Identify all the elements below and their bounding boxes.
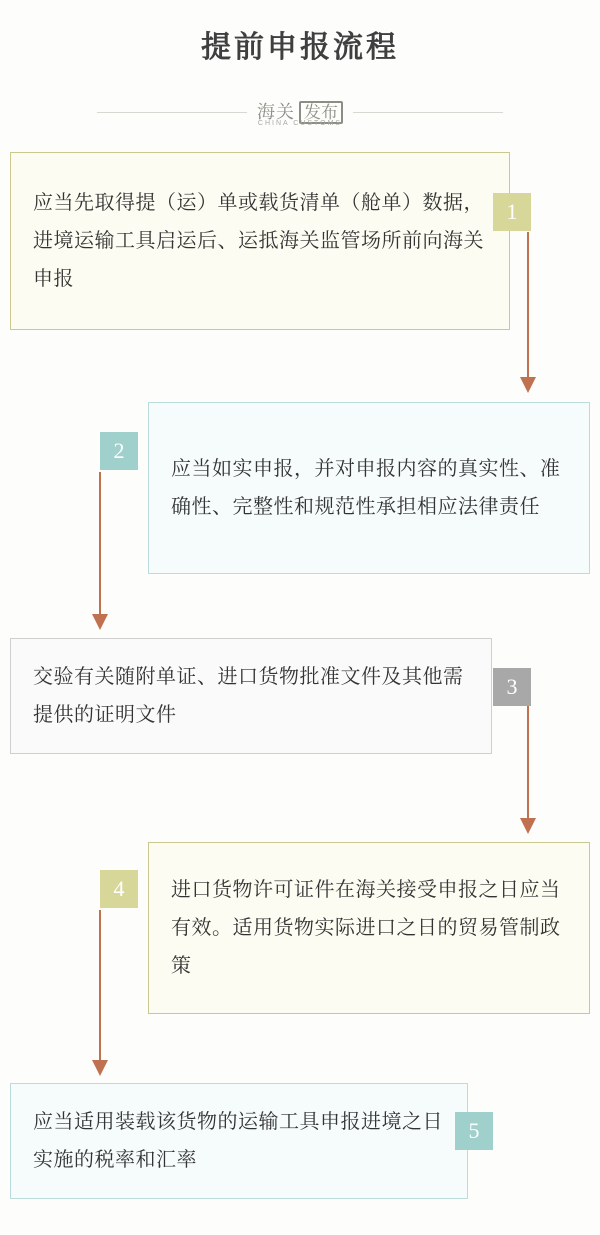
flow-step-3-text: 交验有关随附单证、进口货物批准文件及其他需提供的证明文件 bbox=[33, 666, 464, 726]
flow-step-2-number: 2 bbox=[100, 432, 138, 470]
divider-left bbox=[97, 112, 247, 113]
brand-name-cn: 海关 bbox=[257, 102, 295, 122]
flow-step-3-number: 3 bbox=[493, 668, 531, 706]
flow-step-1[interactable] bbox=[10, 152, 510, 330]
flow-step-1-number: 1 bbox=[493, 193, 531, 231]
flow-step-3[interactable] bbox=[10, 638, 492, 754]
flow-step-4[interactable] bbox=[148, 842, 590, 1014]
flow-step-4-number: 4 bbox=[100, 870, 138, 908]
flow-step-4-text: 进口货物许可证件在海关接受申报之日应当有效。适用货物实际进口之日的贸易管制政策 bbox=[171, 879, 561, 977]
brand-name-en: CHINA CUSTOMS bbox=[257, 120, 343, 127]
divider-right bbox=[353, 112, 503, 113]
brand-badge: 发布 bbox=[299, 101, 343, 124]
flow-step-5[interactable] bbox=[10, 1083, 468, 1199]
page-title: 提前申报流程 bbox=[201, 31, 399, 64]
flow-step-5-text: 应当适用装载该货物的运输工具申报进境之日实施的税率和汇率 bbox=[33, 1111, 443, 1171]
flow-step-5-number: 5 bbox=[455, 1112, 493, 1150]
flow-step-2-text: 应当如实申报，并对申报内容的真实性、准确性、完整性和规范性承担相应法律责任 bbox=[171, 458, 561, 518]
flow-step-2[interactable] bbox=[148, 402, 590, 574]
flow-step-1-text: 应当先取得提（运）单或载货清单（舱单）数据，进境运输工具启运后、运抵海关监管场所前向海关申报 bbox=[33, 192, 484, 290]
